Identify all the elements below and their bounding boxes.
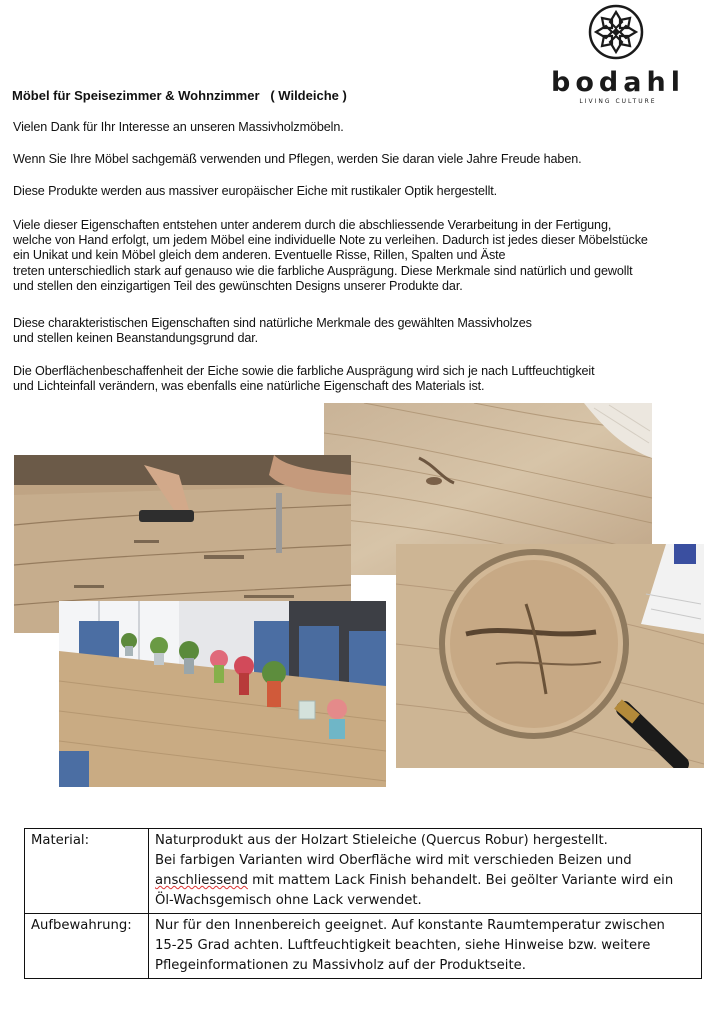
text-line: anschliessend mit mattem Lack Finish behandelt. Bei geölter Variante wird ein	[155, 873, 674, 888]
spellcheck-word: anschliessend	[155, 873, 248, 888]
row-value-storage	[149, 914, 702, 979]
text-line: Die Oberflächenbeschaffenheit der Eiche sowie die farbliche Ausprägung wird sich je nach Luftfeuchtigkeit	[13, 364, 595, 378]
info-table	[24, 828, 702, 979]
text-line: Nur für den Innenbereich geeignet. Auf konstante Raumtemperatur zwischen	[155, 918, 665, 933]
paragraph-characteristics	[13, 218, 703, 294]
text-line: Diese Produkte werden aus massiver europäischer Eiche mit rustikaler Optik hergestellt.	[13, 184, 498, 198]
text-line: und stellen den einzigartigen Teil des gewünschten Designs unserer Produkte dar.	[13, 278, 463, 293]
text-line: Viele dieser Eigenschaften entstehen unter anderem durch die abschliessende Verarbeitung in der Fertigung,	[13, 218, 612, 232]
paragraph-surface	[13, 364, 703, 394]
text-line: Bei farbigen Varianten wird Oberfläche wird mit verschieden Beizen und	[155, 853, 632, 868]
row-label-storage: Aufbewahrung:	[25, 914, 149, 979]
text-line: welche von Hand erfolgt, um jedem Möbel eine individuelle Note zu verleihen. Dadurch ist jedes dieser Möbelstücke	[13, 233, 648, 248]
text-line: und stellen keinen Beanstandungsgrund dar.	[13, 331, 259, 346]
paragraph-care	[13, 152, 703, 167]
text-line: Diese charakteristischen Eigenschaften sind natürliche Merkmale des gewählten Massivholzes	[13, 316, 532, 330]
brand-wordmark: bodahl	[551, 67, 685, 98]
text-line: 15-25 Grad achten. Luftfeuchtigkeit beachten, siehe Hinweise bzw. weitere	[155, 938, 651, 953]
table-row	[25, 914, 702, 979]
text-line: Vielen Dank für Ihr Interesse an unseren Massivholzmöbeln.	[13, 120, 344, 134]
page-title: Möbel für Speisezimmer & Wohnzimmer ( Wildeiche )	[12, 88, 347, 103]
paragraph-natural-features	[13, 316, 703, 346]
flower-ornament-icon	[588, 4, 644, 60]
text-line: ein Unikat und kein Möbel gleich dem anderen. Eventuelle Risse, Rillen, Spalten und Äste	[13, 248, 506, 263]
photo-dining-table	[59, 601, 386, 787]
table-row	[25, 829, 702, 914]
paragraph-thanks	[13, 120, 703, 135]
text-line: Öl-Wachsgemisch ohne Lack verwendet.	[155, 893, 422, 908]
photo-magnifier	[396, 544, 704, 768]
text-line: Pflegeinformationen zu Massivholz auf der Produktseite.	[155, 958, 526, 973]
text-line: treten unterschiedlich stark auf genauso wie die farbliche Ausprägung. Diese Merkmale sind natürlich und gewollt	[13, 263, 633, 278]
row-value-material	[149, 829, 702, 914]
text-line: Naturprodukt aus der Holzart Stieleiche (Quercus Robur) hergestellt.	[155, 833, 608, 848]
paragraph-material	[13, 184, 703, 199]
text-line: Wenn Sie Ihre Möbel sachgemäß verwenden und Pflegen, werden Sie daran viele Jahre Freude haben.	[13, 152, 582, 166]
brand-tagline: LIVING CULTURE	[579, 98, 657, 105]
brand-logo	[548, 68, 688, 106]
row-label-material: Material:	[25, 829, 149, 914]
text-line: und Lichteinfall verändern, was ebenfalls eine natürliche Eigenschaft des Materials ist.	[13, 379, 485, 394]
